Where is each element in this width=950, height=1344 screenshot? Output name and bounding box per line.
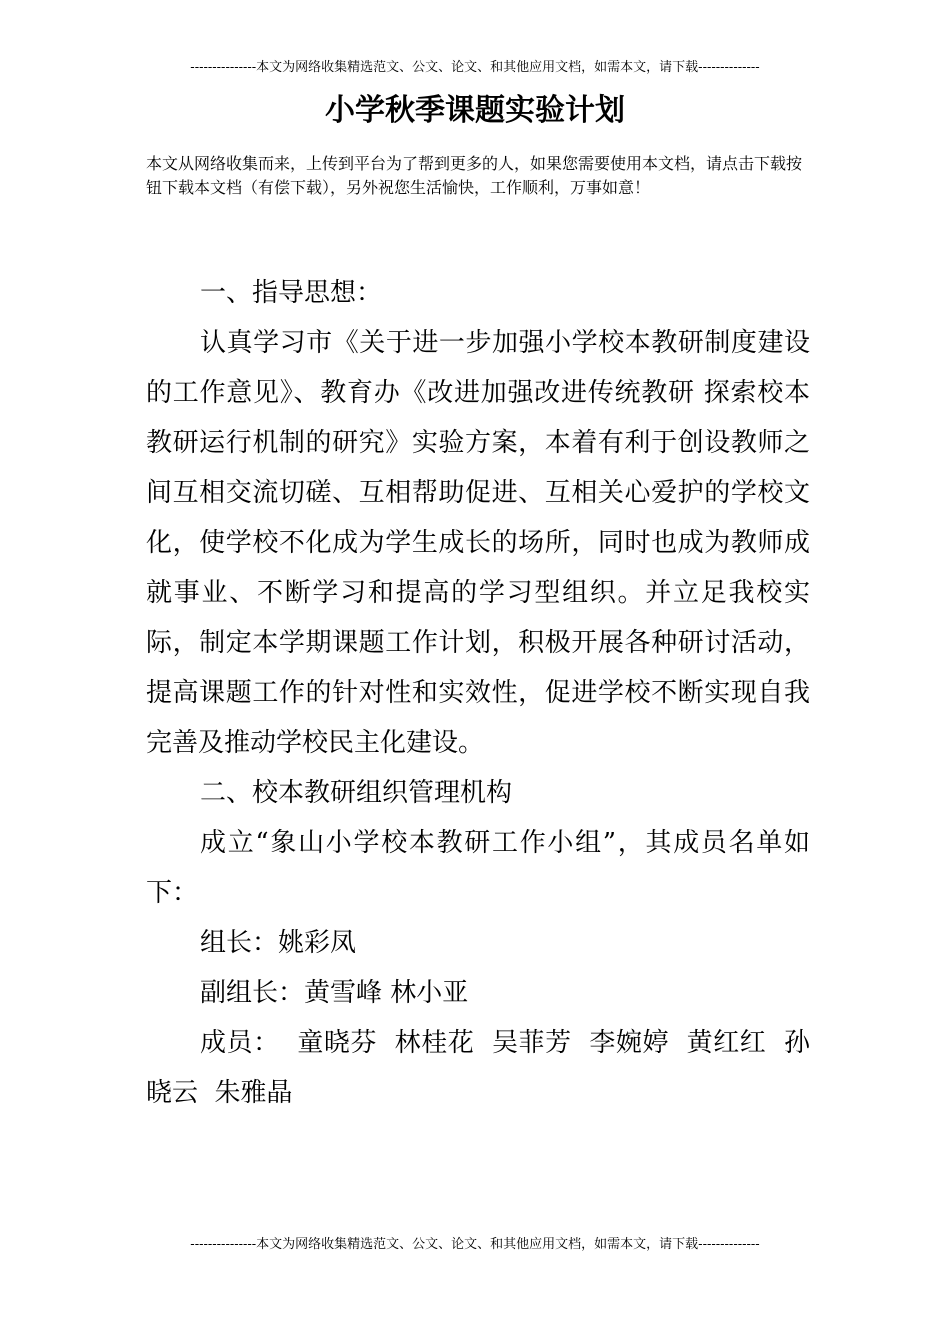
- section-heading-guiding-ideology: 一、指导思想：: [200, 278, 383, 308]
- members-line: 成员： 童晓芬 林桂花 吴菲芳 李婉婷 黄红红 孙晓云 朱雅晶: [146, 1028, 810, 1108]
- document-body: [146, 268, 810, 1118]
- paragraph-guiding-ideology: 认真学习市《关于进一步加强小学校本教研制度建设的工作意见》、教育办《改进加强改进传统教研 探索校本教研运行机制的研究》实验方案，本着有利于创设教师之间互相交流切磋、互相帮助促进、互相关心爱护的学校文化，使学校不化成为学生成长的场所，同时也成为教师成就事业、不断学习和提高的学习型组织。并立足我校实际，制定本学期课题工作计划，积极开展各种研讨活动，提高课题工作的针对性和实效性，促进学校不断实现自我完善及推动学校民主化建设。: [146, 328, 810, 758]
- section-heading-organization: 二、校本教研组织管理机构: [200, 778, 513, 808]
- page-footer: ---------------本文为网络收集精选范文、公文、论文、和其他应用文档，如需本文，请下载--------------: [190, 1237, 760, 1252]
- group-leader-line: 组长：姚彩凤: [200, 928, 357, 958]
- page-header: ---------------本文为网络收集精选范文、公文、论文、和其他应用文档，如需本文，请下载--------------: [190, 60, 760, 75]
- paragraph-working-group: 成立“象山小学校本教研工作小组”，其成员名单如下：: [146, 828, 810, 908]
- document-title: 小学秋季课题实验计划: [325, 93, 625, 128]
- intro-notice: 本文从网络收集而来，上传到平台为了帮到更多的人，如果您需要使用本文档，请点击下载按钮下载本文档（有偿下载），另外祝您生活愉快，工作顺利，万事如意！: [146, 154, 803, 197]
- vice-leader-line: 副组长：黄雪峰 林小亚: [200, 978, 469, 1008]
